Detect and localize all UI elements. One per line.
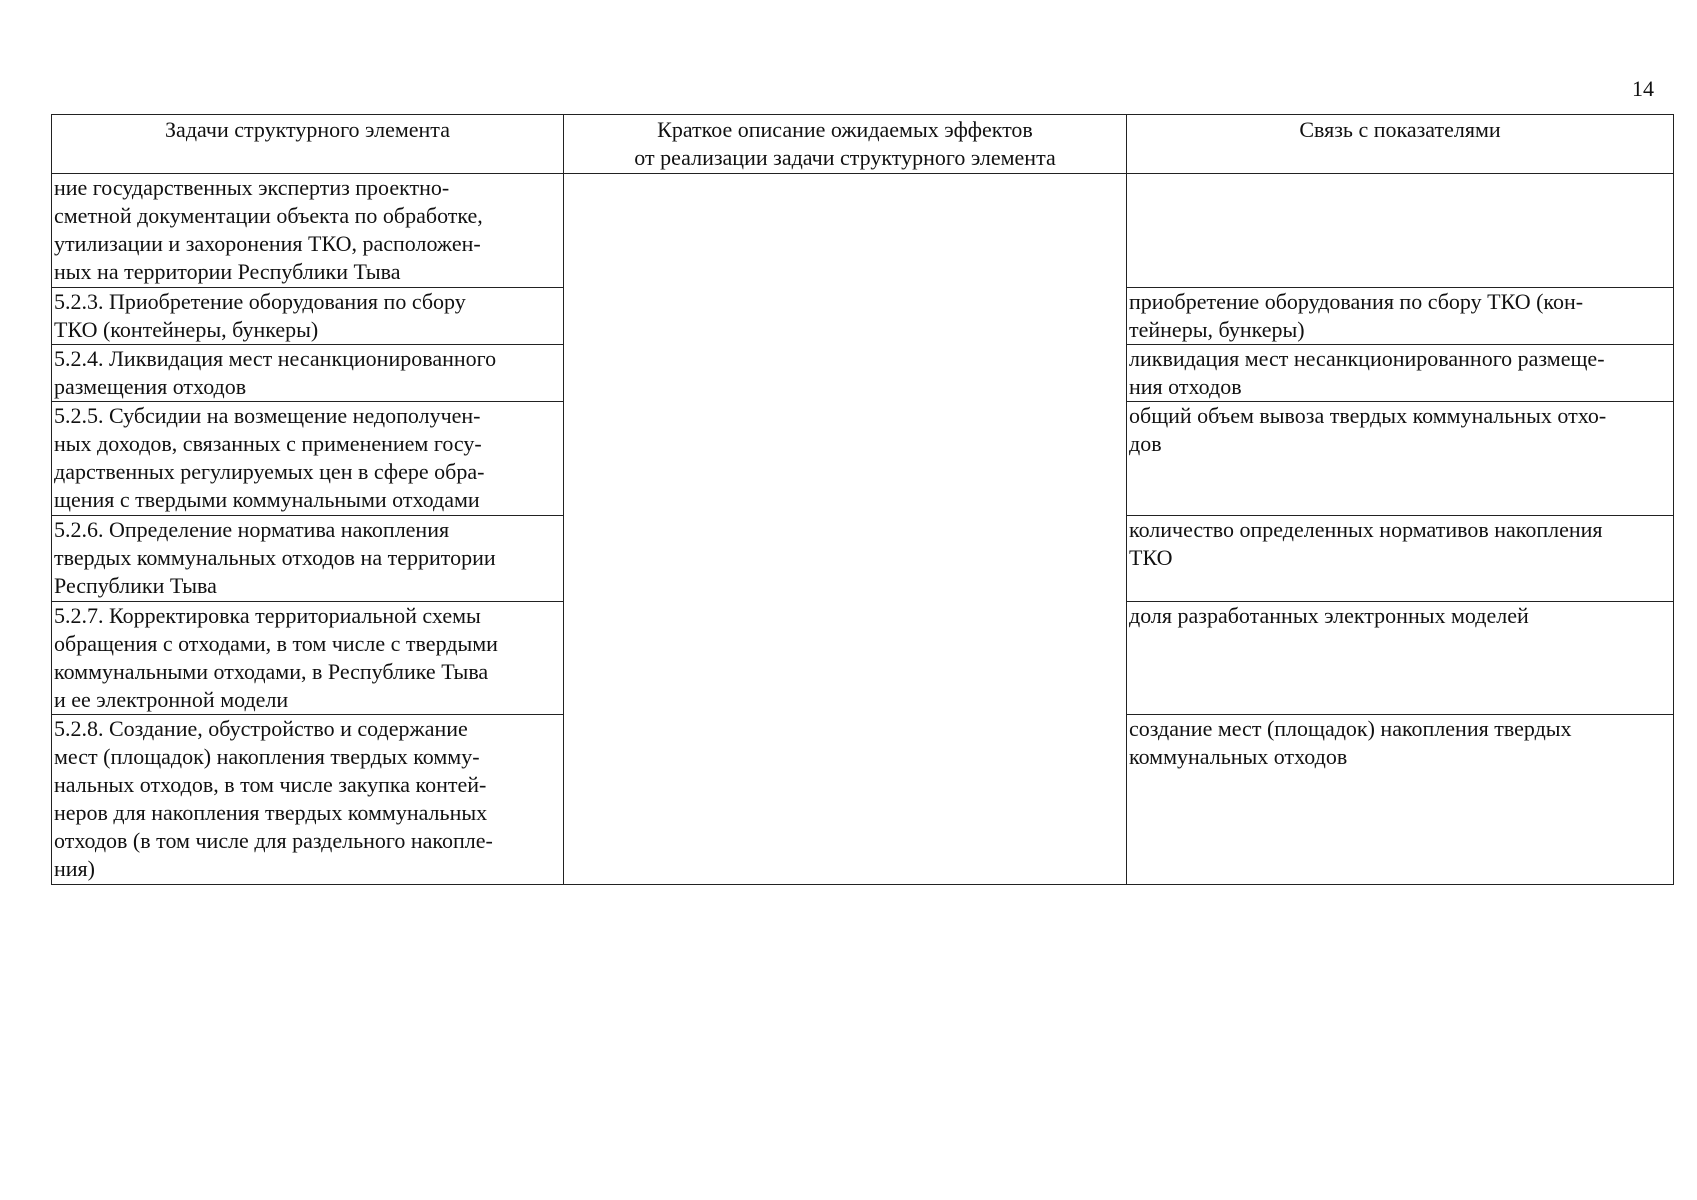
task-cell: 5.2.7. Корректировка территориальной схемы обращения с отходами, в том числе с твердыми коммунальными отходами, в Республике Тыва и ее электронной модели	[52, 602, 564, 715]
effects-cell	[564, 174, 1127, 885]
page-number: 14	[1632, 76, 1654, 101]
task-cell: 5.2.5. Субсидии на возмещение недополучен- ных доходов, связанных с применением госу- дарственных регулируемых цен в сфере обра- щения с твердыми коммунальными отходами	[52, 402, 564, 516]
indicator-cell: приобретение оборудования по сбору ТКО (кон- тейнеры, бункеры)	[1127, 288, 1674, 345]
task-cell: 5.2.6. Определение норматива накопления твердых коммунальных отходов на территории Республики Тыва	[52, 516, 564, 602]
task-cell: 5.2.8. Создание, обустройство и содержание мест (площадок) накопления твердых комму- нальных отходов, в том числе закупка контей- неров для накопления твердых коммунальных отходов (в том числе для раздельного накопле- ния)	[52, 715, 564, 885]
header-tasks: Задачи структурного элемента	[52, 115, 564, 174]
indicator-cell: ликвидация мест несанкционированного размеще- ния отходов	[1127, 345, 1674, 402]
indicator-cell: создание мест (площадок) накопления твердых коммунальных отходов	[1127, 715, 1674, 885]
task-cell: ние государственных экспертиз проектно- сметной документации объекта по обработке, утилизации и захоронения ТКО, расположен- ных на территории Республики Тыва	[52, 174, 564, 288]
indicator-cell: доля разработанных электронных моделей	[1127, 602, 1674, 715]
header-indicators: Связь с показателями	[1127, 115, 1674, 174]
task-cell: 5.2.4. Ликвидация мест несанкционированного размещения отходов	[52, 345, 564, 402]
indicator-cell: количество определенных нормативов накопления ТКО	[1127, 516, 1674, 602]
task-cell: 5.2.3. Приобретение оборудования по сбору ТКО (контейнеры, бункеры)	[52, 288, 564, 345]
header-effects: Краткое описание ожидаемых эффектов от реализации задачи структурного элемента	[564, 115, 1127, 174]
tasks-table	[51, 114, 1674, 885]
table-header-row	[52, 115, 1674, 174]
indicator-cell	[1127, 174, 1674, 288]
table-row	[52, 174, 1674, 288]
indicator-cell: общий объем вывоза твердых коммунальных отхо- дов	[1127, 402, 1674, 516]
